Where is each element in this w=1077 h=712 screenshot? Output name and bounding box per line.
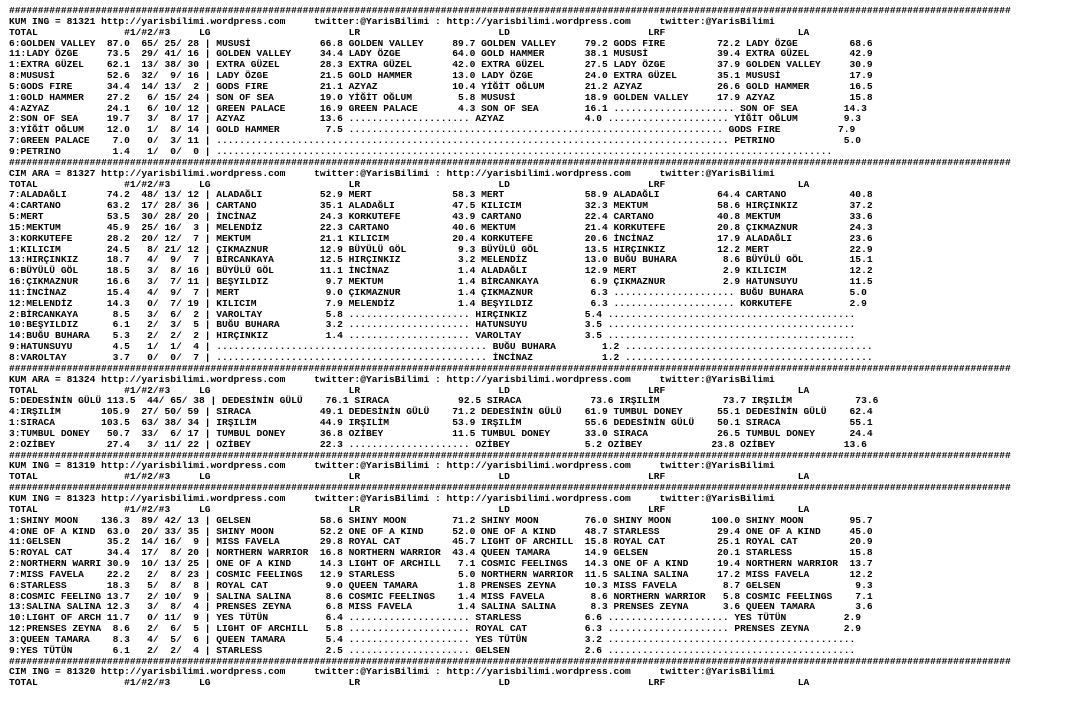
horse-row: 7:MISS FAVELA 22.2 2/ 8/ 23 | COSMIC FEELINGS 12.9 STARLESS 5.0 NORTHERN WARRIOR 11.5 SALINA SALINA 17.2 MISS FAVELA 12.2 xyxy=(9,568,873,580)
race-header-line: KUM ING = 81321 http://yarisbilimi.wordpress.com twitter:@YarisBilimi : http://yarisbilimi.wordpress.com twitter:@YarisBilimi xyxy=(9,15,775,27)
horse-row: 10:LIGHT OF ARCH 11.7 0/ 11/ 9 | YES TÜTÜN 6.4 ..................... STARLESS 6.6 ..................... YES TÜTÜN 2.9 xyxy=(9,612,862,624)
horse-row: 14:BUĞU BUHARA 5.3 2/ 2/ 2 | HIRÇINKIZ 1.4 ..................... VAROLTAY 3.5 ........................................... xyxy=(9,330,856,342)
separator-line: ############################################################################################################################################################################## xyxy=(9,482,1011,494)
horse-row: 3:QUEEN TAMARA 8.3 4/ 5/ 6 | QUEEN TAMARA 5.4 ..................... YES TÜTÜN 3.2 ........................................... xyxy=(9,633,856,645)
horse-row: 16:ÇIKMAZNUR 16.6 3/ 7/ 11 | BEŞYILDIZ 9.7 MEKTUM 1.4 BİRCANKAYA 6.9 ÇIKMAZNUR 2.9 HATUNSUYU 11.5 xyxy=(9,276,873,288)
horse-row: 9:HATUNSUYU 4.5 1/ 1/ 4 | ............................................... BUĞU BUHARA 1.2 ........................................... xyxy=(9,341,873,353)
race-header-line: CIM ING = 81320 http://yarisbilimi.wordpress.com twitter:@YarisBilimi : http://yarisbilimi.wordpress.com twitter:@YarisBilimi xyxy=(9,666,775,678)
horse-row: 13:SALINA SALINA 12.3 3/ 8/ 4 | PRENSES ZEYNA 6.8 MISS FAVELA 1.4 SALINA SALINA 8.3 PRENSES ZEYNA 3.6 QUEEN TAMARA 3.6 xyxy=(9,601,873,613)
separator-line: ############################################################################################################################################################################## xyxy=(9,449,1011,461)
horse-row: 4:IRŞILİM 105.9 27/ 50/ 59 | SIRACA 49.1 DEDESİNİN GÜLÜ 71.2 DEDESİNİN GÜLÜ 61.9 TUMBUL DONEY 55.1 DEDESİNİN GÜLÜ 62.4 xyxy=(9,406,873,418)
horse-row: 8:VAROLTAY 3.7 0/ 0/ 7 | ............................................... İNCİNAZ 1.2 ........................................... xyxy=(9,352,873,363)
horse-row: 3:KORKUTEFE 28.2 20/ 12/ 7 | MEKTUM 21.1 KILICIM 20.4 KORKUTEFE 20.6 İNCİNAZ 17.9 ALADAĞLI 23.6 xyxy=(9,232,873,244)
separator-line: ############################################################################################################################################################################## xyxy=(9,156,1011,168)
horse-row: 10:BEŞYILDIZ 6.1 2/ 3/ 5 | BUĞU BUHARA 3.2 ..................... HATUNSUYU 3.5 ........................................... xyxy=(9,319,856,331)
horse-row: 6:BÜYÜLÜ GÖL 18.5 3/ 8/ 16 | BÜYÜLÜ GÖL 11.1 İNCİNAZ 1.4 ALADAĞLI 12.9 MERT 2.9 KILICIM 12.2 xyxy=(9,265,873,277)
race-report-text xyxy=(9,6,1011,689)
horse-row: 13:HIRÇINKIZ 18.7 4/ 9/ 7 | BİRCANKAYA 12.5 HIRÇINKIZ 3.2 MELENDİZ 13.0 BUĞU BUHARA 8.6 BÜYÜLÜ GÖL 15.1 xyxy=(9,254,873,266)
column-header-line: TOTAL #1/#2/#3 LG LR LD LRF LA xyxy=(9,26,810,38)
horse-row: 4:ONE OF A KIND 63.0 20/ 33/ 35 | SHINY MOON 52.2 ONE OF A KIND 52.0 ONE OF A KIND 48.7 STARLESS 29.4 ONE OF A KIND 45.0 xyxy=(9,525,873,537)
horse-row: 2:SON OF SEA 19.7 3/ 8/ 17 | AZYAZ 13.6 ..................... AZYAZ 4.0 ..................... YİĞİT OĞLUM 9.3 xyxy=(9,113,862,125)
horse-row: 12:PRENSES ZEYNA 8.6 2/ 6/ 5 | LIGHT OF ARCHILL 5.8 ..................... ROYAL CAT 6.3 ..................... PRENSES ZEYNA 2.9 xyxy=(9,623,862,635)
horse-row: 6:STARLESS 18.3 5/ 8/ 8 | ROYAL CAT 9.0 QUEEN TAMARA 1.8 PRENSES ZEYNA 10.3 MISS FAVELA 8.7 GELSEN 9.3 xyxy=(9,579,873,591)
horse-row: 2:BİRCANKAYA 8.5 3/ 6/ 2 | VAROLTAY 5.8 ..................... HIRÇINKIZ 5.4 ........................................... xyxy=(9,308,856,320)
race-header-line: KUM ING = 81319 http://yarisbilimi.wordpress.com twitter:@YarisBilimi : http://yarisbilimi.wordpress.com twitter:@YarisBilimi xyxy=(9,460,775,472)
separator-line: ############################################################################################################################################################################## xyxy=(9,362,1011,374)
horse-row: 5:GODS FIRE 34.4 14/ 13/ 2 | GODS FIRE 21.1 AZYAZ 10.4 YİĞİT OĞLUM 21.2 AZYAZ 26.6 GOLD HAMMER 16.5 xyxy=(9,80,873,92)
horse-row: 9:YES TÜTÜN 6.1 2/ 2/ 4 | STARLESS 2.5 ..................... GELSEN 2.6 ........................................... xyxy=(9,644,856,656)
horse-row: 15:MEKTUM 45.9 25/ 16/ 3 | MELENDİZ 22.3 CARTANO 40.6 MEKTUM 21.4 KORKUTEFE 20.8 ÇIKMAZNUR 24.3 xyxy=(9,221,873,233)
horse-row: 9:PETRINO 1.4 1/ 0/ 0 | ........................................................................................................... xyxy=(9,145,833,157)
horse-row: 1:SHINY MOON 136.3 89/ 42/ 13 | GELSEN 58.6 SHINY MOON 71.2 SHINY MOON 76.0 SHINY MOON 100.0 SHINY MOON 95.7 xyxy=(9,514,873,526)
horse-row: 11:GELSEN 35.2 14/ 16/ 9 | MISS FAVELA 29.8 ROYAL CAT 45.7 LIGHT OF ARCHILL 15.8 ROYAL CAT 25.1 ROYAL CAT 20.9 xyxy=(9,536,873,548)
horse-row: 2:NORTHERN WARRI 30.9 10/ 13/ 25 | ONE OF A KIND 14.3 LIGHT OF ARCHILL 7.1 COSMIC FEELINGS 14.3 ONE OF A KIND 19.4 NORTHERN WARRIOR 13.7 xyxy=(9,558,873,570)
horse-row: 1:KILICIM 24.5 8/ 21/ 12 | ÇIKMAZNUR 12.9 BÜYÜLÜ GÖL 9.3 BÜYÜLÜ GÖL 13.5 HIRÇINKIZ 12.2 MERT 22.9 xyxy=(9,243,873,255)
horse-row: 1:EXTRA GÜZEL 62.1 13/ 38/ 30 | EXTRA GÜZEL 28.3 EXTRA GÜZEL 42.0 EXTRA GÜZEL 27.5 LADY ÖZGE 37.9 GOLDEN VALLEY 30.9 xyxy=(9,59,873,71)
horse-row: 4:CARTANO 63.2 17/ 28/ 36 | CARTANO 35.1 ALADAĞLI 47.5 KILICIM 32.3 MEKTUM 58.6 HIRÇINKIZ 37.2 xyxy=(9,200,873,212)
horse-row: 11:LADY ÖZGE 73.5 29/ 41/ 16 | GOLDEN VALLEY 34.4 LADY ÖZGE 64.0 GOLD HAMMER 38.1 MUSUSİ 39.4 EXTRA GÜZEL 42.9 xyxy=(9,48,873,60)
horse-row: 11:İNCİNAZ 15.4 4/ 9/ 7 | MERT 9.0 ÇIKMAZNUR 1.4 ÇIKMAZNUR 6.3 ..................... BUĞU BUHARA 5.0 xyxy=(9,286,867,298)
column-header-line: TOTAL #1/#2/#3 LG LR LD LRF LA xyxy=(9,677,810,689)
horse-row: 7:ALADAĞLI 74.2 48/ 13/ 12 | ALADAĞLI 52.9 MERT 58.3 MERT 58.9 ALADAĞLI 64.4 CARTANO 40.8 xyxy=(9,189,873,201)
race-header-line: KUM ING = 81323 http://yarisbilimi.wordpress.com twitter:@YarisBilimi : http://yarisbilimi.wordpress.com twitter:@YarisBilimi xyxy=(9,492,775,504)
horse-row: 1:SIRACA 103.5 63/ 38/ 34 | IRŞILİM 44.9 IRŞILİM 53.9 IRŞILİM 55.6 DEDESİNİN GÜLÜ 50.1 SIRACA 55.1 xyxy=(9,417,873,429)
horse-row: 5:MERT 53.5 30/ 28/ 20 | İNCİNAZ 24.3 KORKUTEFE 43.9 CARTANO 22.4 CARTANO 40.8 MEKTUM 33.6 xyxy=(9,211,873,223)
column-header-line: TOTAL #1/#2/#3 LG LR LD LRF LA xyxy=(9,384,810,396)
horse-row: 6:GOLDEN VALLEY 87.0 65/ 25/ 28 | MUSUSİ 66.8 GOLDEN VALLEY 89.7 GOLDEN VALLEY 79.2 GODS FIRE 72.2 LADY ÖZGE 68.6 xyxy=(9,37,873,49)
horse-row: 3:YİĞİT OĞLUM 12.0 1/ 8/ 14 | GOLD HAMMER 7.5 ................................................................. GODS FIRE 7.9 xyxy=(9,124,856,136)
horse-row: 7:GREEN PALACE 7.0 0/ 3/ 11 | ......................................................................................... PETRINO 5.0 xyxy=(9,135,862,147)
race-header-line: CIM ARA = 81327 http://yarisbilimi.wordpress.com twitter:@YarisBilimi : http://yarisbilimi.wordpress.com twitter:@YarisBilimi xyxy=(9,167,775,179)
horse-row: 5:ROYAL CAT 34.4 17/ 8/ 20 | NORTHERN WARRIOR 16.8 NORTHERN WARRIOR 43.4 QUEEN TAMARA 14.9 GELSEN 20.1 STARLESS 15.8 xyxy=(9,547,873,559)
horse-row: 5:DEDESİNİN GÜLÜ 113.5 44/ 65/ 38 | DEDESİNİN GÜLÜ 76.1 SIRACA 92.5 SIRACA 73.6 IRŞILİM 73.7 IRŞILİM 73.6 xyxy=(9,395,879,407)
horse-row: 8:MUSUSİ 52.6 32/ 9/ 16 | LADY ÖZGE 21.5 GOLD HAMMER 13.0 LADY ÖZGE 24.0 EXTRA GÜZEL 35.1 MUSUSİ 17.9 xyxy=(9,70,873,82)
column-header-line: TOTAL #1/#2/#3 LG LR LD LRF LA xyxy=(9,178,810,190)
race-header-line: KUM ARA = 81324 http://yarisbilimi.wordpress.com twitter:@YarisBilimi : http://yarisbilimi.wordpress.com twitter:@YarisBilimi xyxy=(9,373,775,385)
horse-row: 4:AZYAZ 24.1 6/ 10/ 12 | GREEN PALACE 16.9 GREEN PALACE 4.3 SON OF SEA 16.1 ..................... SON OF SEA 14.3 xyxy=(9,102,867,114)
separator-line: ############################################################################################################################################################################## xyxy=(9,5,1011,16)
separator-line: ############################################################################################################################################################################## xyxy=(9,655,1011,667)
column-header-line: TOTAL #1/#2/#3 LG LR LD LRF LA xyxy=(9,503,810,515)
horse-row: 12:MELENDİZ 14.3 0/ 7/ 19 | KILICIM 7.9 MELENDİZ 1.4 BEŞYILDIZ 6.3 ..................... KORKUTEFE 2.9 xyxy=(9,297,867,309)
horse-row: 8:COSMIC FEELING 13.7 2/ 10/ 9 | SALINA SALINA 8.6 COSMIC FEELINGS 1.4 MISS FAVELA 8.6 NORTHERN WARRIOR 5.8 COSMIC FEELINGS 7.1 xyxy=(9,590,873,602)
horse-row: 2:OZİBEY 27.4 3/ 11/ 22 | OZİBEY 22.3 ..................... OZİBEY 5.2 OZİBEY 23.8 OZİBEY 13.6 xyxy=(9,438,867,450)
column-header-line: TOTAL #1/#2/#3 LG LR LD LRF LA xyxy=(9,471,810,483)
horse-row: 1:GOLD HAMMER 27.2 6/ 15/ 24 | SON OF SEA 19.0 YİĞİT OĞLUM 5.8 MUSUSİ 18.9 GOLDEN VALLEY 17.9 AZYAZ 15.8 xyxy=(9,91,873,103)
horse-row: 3:TUMBUL DONEY 50.7 33/ 6/ 17 | TUMBUL DONEY 36.8 OZİBEY 11.5 TUMBUL DONEY 33.0 SIRACA 26.5 TUMBUL DONEY 24.4 xyxy=(9,427,873,439)
